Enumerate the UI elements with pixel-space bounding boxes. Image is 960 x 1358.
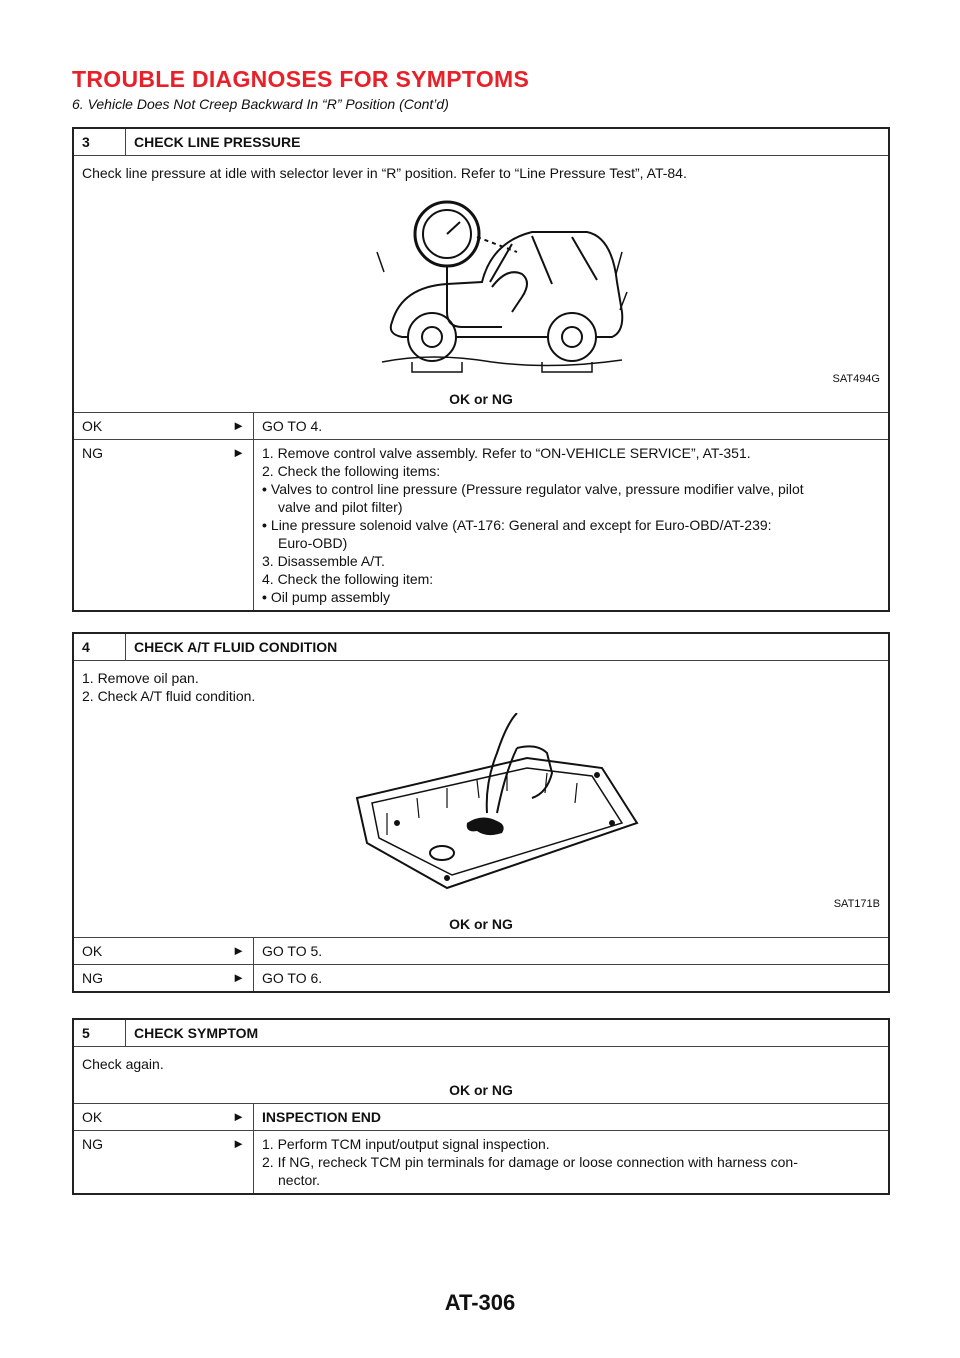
figure-code: SAT171B — [833, 898, 880, 910]
ng-bullet: • Valves to control line pressure (Pressure regulator valve, pressure modifier valve, pilot — [262, 480, 880, 498]
ng-row — [74, 1130, 888, 1193]
ng-step: 1. Remove control valve assembly. Refer to “ON-VEHICLE SERVICE”, AT-351. — [262, 445, 751, 461]
ng-step: 2. Check the following items: — [262, 463, 441, 479]
ng-step: 2. If NG, recheck TCM pin terminals for damage or loose connection with harness con- — [262, 1154, 798, 1170]
oil-pan-figure — [82, 705, 880, 915]
ng-result: GO TO 6. — [262, 970, 323, 986]
step-4-body — [74, 661, 888, 937]
ok-row — [74, 412, 888, 439]
ng-row — [74, 439, 888, 610]
arrow-right-icon: ► — [232, 943, 245, 958]
ng-row — [74, 964, 888, 991]
step-instruction: Check line pressure at idle with selector lever in “R” position. Refer to “Line Pressure Test”, AT-84. — [82, 165, 687, 181]
ng-label: NG — [82, 970, 103, 986]
step-number: 4 — [74, 634, 126, 660]
arrow-right-icon: ► — [232, 445, 245, 460]
ng-step: 3. Disassemble A/T. — [262, 553, 385, 569]
step-instruction: Check again. — [82, 1056, 164, 1072]
ng-step: 1. Perform TCM input/output signal inspection. — [262, 1136, 550, 1152]
figure-code: SAT494G — [832, 373, 880, 385]
step-3-box — [72, 127, 890, 612]
arrow-right-icon: ► — [232, 1109, 245, 1124]
ng-label: NG — [82, 1136, 103, 1152]
step-5-box — [72, 1018, 890, 1195]
car-pressure-gauge-illustration — [372, 192, 632, 377]
ng-bullet-cont: Euro-OBD) — [278, 535, 348, 551]
ok-result: GO TO 5. — [262, 943, 323, 959]
ng-step-cont: nector. — [278, 1172, 321, 1188]
ok-result: GO TO 4. — [262, 418, 323, 434]
arrow-right-icon: ► — [232, 1136, 245, 1151]
step-3-body — [74, 156, 888, 412]
step-number: 5 — [74, 1020, 126, 1046]
page-number: AT-306 — [444, 1290, 516, 1315]
page-title: TROUBLE DIAGNOSES FOR SYMPTOMS — [72, 66, 530, 92]
ok-or-ng-label: OK or NG — [449, 1082, 513, 1098]
step-title: CHECK SYMPTOM — [134, 1025, 259, 1041]
page-subtitle: 6. Vehicle Does Not Creep Backward In “R” Position (Cont’d) — [72, 96, 449, 112]
arrow-right-icon: ► — [232, 970, 245, 985]
line-pressure-figure — [82, 182, 880, 390]
step-number: 3 — [74, 129, 126, 155]
ok-or-ng-label: OK or NG — [449, 391, 513, 407]
step-3-header — [74, 129, 888, 156]
ng-bullet-cont: valve and pilot filter) — [278, 499, 403, 515]
ng-bullet: • Line pressure solenoid valve (AT-176: General and except for Euro-OBD/AT-239: — [262, 516, 880, 534]
ng-result — [254, 1131, 888, 1193]
ok-result: INSPECTION END — [262, 1109, 382, 1125]
step-4-header — [74, 634, 888, 661]
ng-label: NG — [82, 445, 103, 461]
ng-bullet: • Oil pump assembly — [262, 588, 880, 606]
ok-label: OK — [82, 943, 103, 959]
oil-pan-illustration — [347, 713, 647, 903]
step-title: CHECK LINE PRESSURE — [134, 134, 301, 150]
ok-label: OK — [82, 418, 103, 434]
ok-row — [74, 937, 888, 964]
step-5-body — [74, 1047, 888, 1103]
ok-or-ng-label: OK or NG — [449, 916, 513, 932]
step-5-header — [74, 1020, 888, 1047]
step-4-box — [72, 632, 890, 993]
arrow-right-icon: ► — [232, 418, 245, 433]
ok-label: OK — [82, 1109, 103, 1125]
step-title: CHECK A/T FLUID CONDITION — [134, 639, 338, 655]
ng-result — [254, 440, 888, 610]
step-instruction: 1. Remove oil pan. — [82, 670, 199, 686]
ok-row — [74, 1103, 888, 1130]
ng-step: 4. Check the following item: — [262, 571, 434, 587]
step-instruction: 2. Check A/T fluid condition. — [82, 688, 256, 704]
